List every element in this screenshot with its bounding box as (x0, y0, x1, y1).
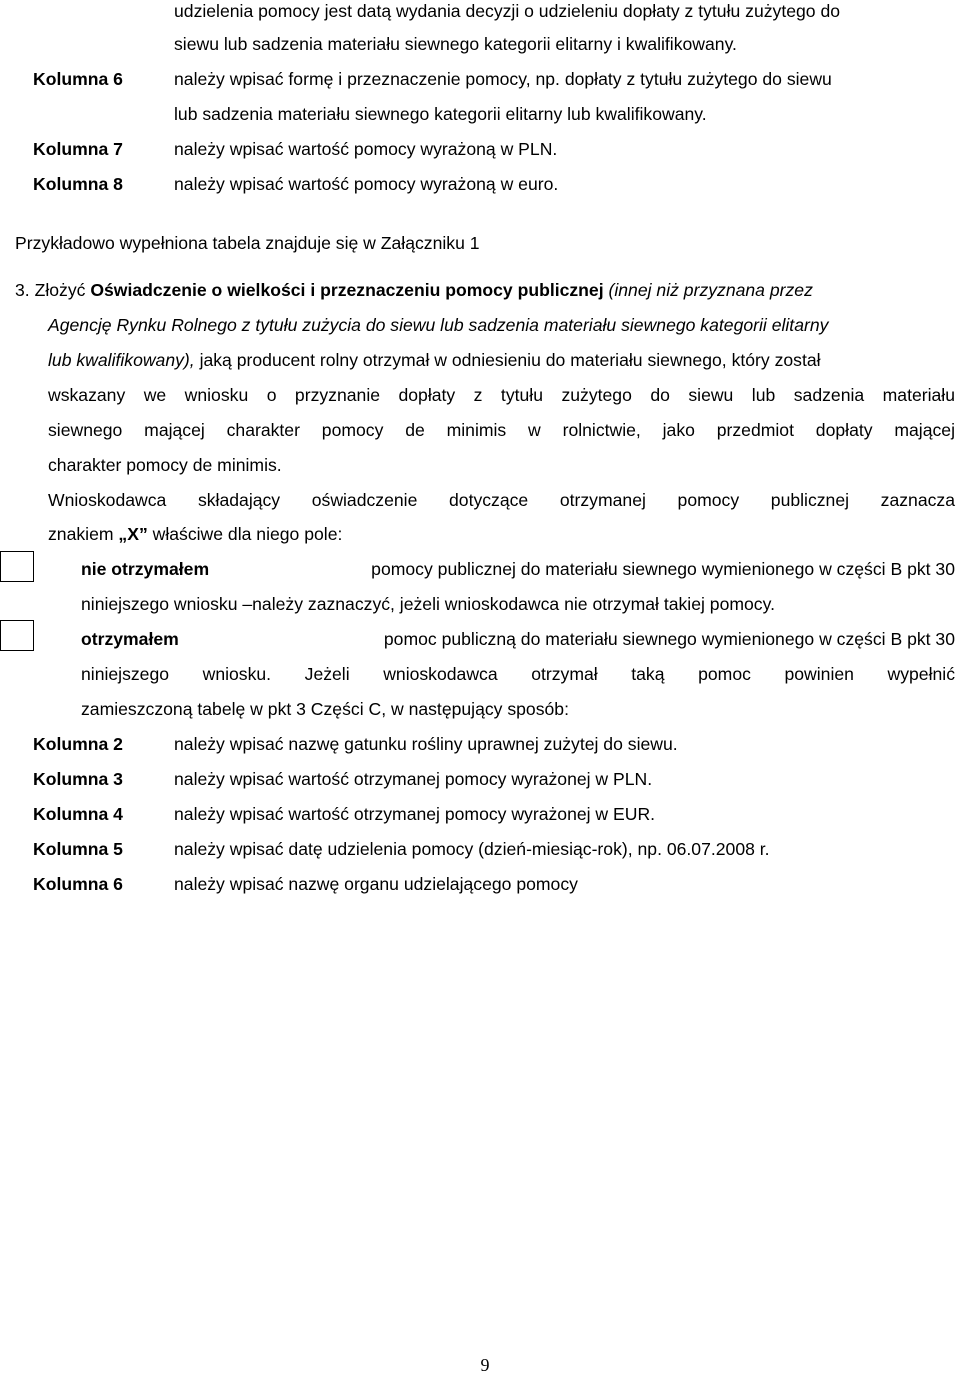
column-description: należy wpisać wartość pomocy wyrażoną w euro. (174, 174, 559, 194)
option-received-line-3: zamieszczoną tabelę w pkt 3 Części C, w następujący sposób: (81, 699, 569, 719)
option-not-received-line-1 (81, 558, 955, 580)
text-line: udzielenia pomocy jest datą wydania decyzji o udzieleniu dopłaty z tytułu zużytego do (174, 1, 841, 21)
checkbox-received[interactable] (0, 620, 34, 651)
section-3-line-7: Wnioskodawca składający oświadczenie dotyczące otrzymanej pomocy publicznej zaznacza (48, 490, 955, 510)
section-3-line-2 (48, 314, 828, 336)
section-text: znakiem (48, 524, 114, 544)
section-title: Oświadczenie o wielkości i przeznaczeniu pomocy publicznej (90, 280, 604, 300)
section-3-line-8 (48, 523, 342, 545)
example-note: Przykładowo wypełniona tabela znajduje się w Załączniku 1 (15, 233, 480, 253)
option-bold: nie otrzymałem (81, 559, 210, 579)
option-not-received-line-2: niniejszego wniosku –należy zaznaczyć, jeżeli wnioskodawca nie otrzymał takiej pomocy. (81, 594, 775, 614)
column-label: Kolumna 3 (33, 769, 123, 789)
column-label: Kolumna 4 (33, 804, 123, 824)
column-label: Kolumna 8 (33, 174, 123, 194)
column-description: należy wpisać nazwę gatunku rośliny uprawnej zużytej do siewu. (174, 734, 678, 754)
section-italic: Agencję Rynku Rolnego z tytułu zużycia do siewu lub sadzenia materiału siewnego kategorii elitarny (48, 315, 829, 335)
section-3-line-1 (15, 279, 813, 301)
section-italic: lub kwalifikowany), (48, 350, 195, 370)
column-label: Kolumna 7 (33, 139, 123, 159)
section-3-line-4: wskazany we wniosku o przyznanie dopłaty z tytułu zużytego do siewu lub sadzenia materiału (48, 385, 955, 405)
page-number: 9 (480, 1355, 490, 1375)
column-description: należy wpisać formę i przeznaczenie pomocy, np. dopłaty z tytułu zużytego do siewu (174, 69, 832, 89)
column-label: Kolumna 6 (33, 874, 123, 894)
column-label: Kolumna 6 (33, 69, 123, 89)
checkbox-not-received[interactable] (0, 551, 34, 582)
column-description: należy wpisać wartość otrzymanej pomocy wyrażonej w EUR. (174, 804, 656, 824)
column-description: należy wpisać datę udzielenia pomocy (dzień-miesiąc-rok), np. 06.07.2008 r. (174, 839, 770, 859)
option-received-line-2: niniejszego wniosku. Jeżeli wnioskodawca otrzymał taką pomoc powinien wypełnić (81, 664, 955, 684)
column-label: Kolumna 5 (33, 839, 123, 859)
column-description: należy wpisać wartość otrzymanej pomocy wyrażonej w PLN. (174, 769, 653, 789)
section-text: właściwe dla niego pole: (152, 524, 343, 544)
section-verb: Złożyć (34, 280, 86, 300)
column-description: lub sadzenia materiału siewnego kategorii elitarny lub kwalifikowany. (174, 104, 707, 124)
section-number: 3. (15, 280, 30, 300)
column-label: Kolumna 2 (33, 734, 123, 754)
option-bold: otrzymałem (81, 629, 179, 649)
option-received-line-1 (81, 628, 955, 650)
option-text: pomocy publicznej do materiału siewnego wymienionego w części B pkt 30 (371, 559, 955, 579)
column-description: należy wpisać nazwę organu udzielającego pomocy (174, 874, 578, 894)
column-description: należy wpisać wartość pomocy wyrażoną w PLN. (174, 139, 558, 159)
section-3-line-3 (48, 349, 821, 371)
section-text: jaką producent rolny otrzymał w odniesieniu do materiału siewnego, który został (199, 350, 821, 370)
section-3-line-5: siewnego mającej charakter pomocy de minimis w rolnictwie, jako przedmiot dopłaty mającej (48, 420, 955, 440)
section-3-line-6: charakter pomocy de minimis. (48, 455, 282, 475)
section-italic: (innej niż przyznana przez (608, 280, 813, 300)
option-text: pomoc publiczną do materiału siewnego wymienionego w części B pkt 30 (383, 629, 955, 649)
x-mark-label: „X” (118, 524, 148, 544)
text-line: siewu lub sadzenia materiału siewnego kategorii elitarny i kwalifikowany. (174, 34, 737, 54)
